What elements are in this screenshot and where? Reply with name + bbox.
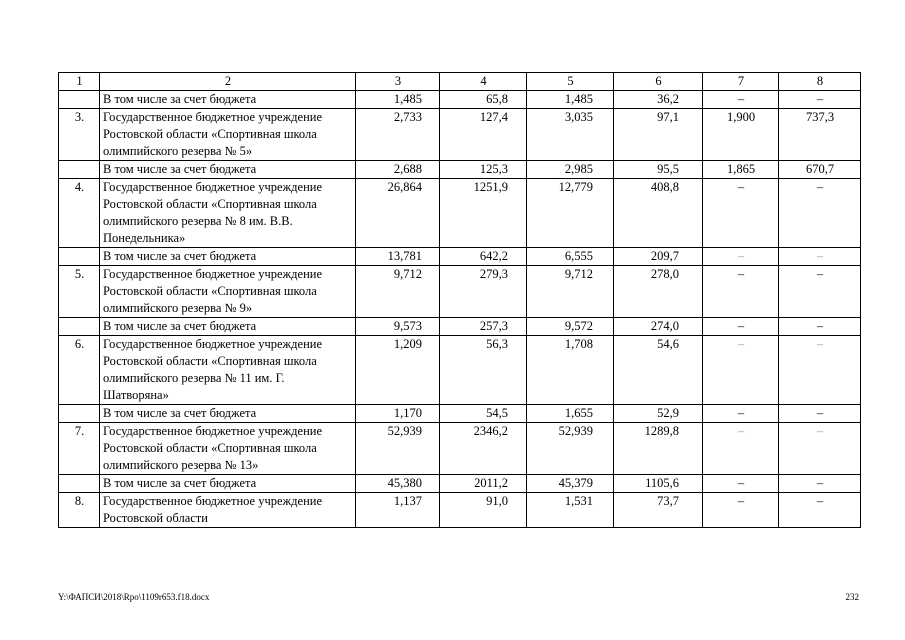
table-row-budget xyxy=(59,318,861,336)
value-col-7: – xyxy=(703,493,779,528)
value-col-3: 1,209 xyxy=(356,336,440,405)
value-col-4: 127,4 xyxy=(440,109,527,161)
value-col-4: 54,5 xyxy=(440,405,527,423)
value-col-8: – xyxy=(779,475,861,493)
value-col-8: – xyxy=(779,179,861,248)
row-description: В том числе за счет бюджета xyxy=(100,248,356,266)
row-number: 5. xyxy=(59,266,100,318)
value-col-8: – xyxy=(779,91,861,109)
value-col-5: 1,485 xyxy=(527,91,614,109)
value-col-3: 9,712 xyxy=(356,266,440,318)
header-cell: 1 xyxy=(59,73,100,91)
value-col-3: 13,781 xyxy=(356,248,440,266)
value-col-7: – xyxy=(703,248,779,266)
row-description: Государственное бюджетное учреждение Ростовской области «Спортивная школа олимпийского резерва № 8 им. В.В. Понедельника» xyxy=(100,179,356,248)
value-col-5: 3,035 xyxy=(527,109,614,161)
value-col-4: 279,3 xyxy=(440,266,527,318)
table-row-organization xyxy=(59,336,861,405)
row-number xyxy=(59,318,100,336)
value-col-4: 2346,2 xyxy=(440,423,527,475)
row-description: В том числе за счет бюджета xyxy=(100,318,356,336)
value-col-7: – xyxy=(703,91,779,109)
row-number xyxy=(59,248,100,266)
row-number: 7. xyxy=(59,423,100,475)
header-cell: 7 xyxy=(703,73,779,91)
value-col-6: 97,1 xyxy=(614,109,703,161)
row-number xyxy=(59,405,100,423)
value-col-6: 95,5 xyxy=(614,161,703,179)
value-col-3: 1,485 xyxy=(356,91,440,109)
value-col-6: 52,9 xyxy=(614,405,703,423)
table-row-organization xyxy=(59,179,861,248)
table-row-organization xyxy=(59,109,861,161)
value-col-8: – xyxy=(779,405,861,423)
value-col-5: 2,985 xyxy=(527,161,614,179)
value-col-7: – xyxy=(703,423,779,475)
table-row-organization xyxy=(59,423,861,475)
row-number: 4. xyxy=(59,179,100,248)
value-col-5: 9,572 xyxy=(527,318,614,336)
value-col-4: 642,2 xyxy=(440,248,527,266)
row-description: В том числе за счет бюджета xyxy=(100,91,356,109)
value-col-5: 45,379 xyxy=(527,475,614,493)
header-cell: 4 xyxy=(440,73,527,91)
header-cell: 5 xyxy=(527,73,614,91)
value-col-3: 52,939 xyxy=(356,423,440,475)
value-col-6: 209,7 xyxy=(614,248,703,266)
value-col-7: 1,865 xyxy=(703,161,779,179)
value-col-6: 274,0 xyxy=(614,318,703,336)
row-description: Государственное бюджетное учреждение Ростовской области xyxy=(100,493,356,528)
value-col-4: 91,0 xyxy=(440,493,527,528)
header-cell: 2 xyxy=(100,73,356,91)
row-number: 8. xyxy=(59,493,100,528)
value-col-3: 1,170 xyxy=(356,405,440,423)
value-col-6: 54,6 xyxy=(614,336,703,405)
value-col-8: – xyxy=(779,423,861,475)
value-col-3: 1,137 xyxy=(356,493,440,528)
value-col-5: 9,712 xyxy=(527,266,614,318)
data-table xyxy=(58,72,861,528)
value-col-7: – xyxy=(703,405,779,423)
value-col-7: – xyxy=(703,318,779,336)
row-description: Государственное бюджетное учреждение Ростовской области «Спортивная школа олимпийского резерва № 5» xyxy=(100,109,356,161)
value-col-7: – xyxy=(703,179,779,248)
table-body xyxy=(59,73,861,528)
row-description: Государственное бюджетное учреждение Ростовской области «Спортивная школа олимпийского резерва № 9» xyxy=(100,266,356,318)
table-row-budget xyxy=(59,248,861,266)
value-col-4: 125,3 xyxy=(440,161,527,179)
footer-file-path: Y:\ФАПСИ\2018\Rpo\1109r653.f18.docx xyxy=(58,592,210,602)
value-col-7: 1,900 xyxy=(703,109,779,161)
value-col-5: 1,655 xyxy=(527,405,614,423)
value-col-5: 52,939 xyxy=(527,423,614,475)
row-description: В том числе за счет бюджета xyxy=(100,475,356,493)
value-col-6: 408,8 xyxy=(614,179,703,248)
value-col-5: 12,779 xyxy=(527,179,614,248)
header-cell: 3 xyxy=(356,73,440,91)
row-number xyxy=(59,161,100,179)
value-col-8: 670,7 xyxy=(779,161,861,179)
value-col-4: 257,3 xyxy=(440,318,527,336)
value-col-5: 6,555 xyxy=(527,248,614,266)
value-col-6: 278,0 xyxy=(614,266,703,318)
value-col-3: 2,733 xyxy=(356,109,440,161)
value-col-7: – xyxy=(703,336,779,405)
table-row-budget xyxy=(59,161,861,179)
value-col-8: – xyxy=(779,266,861,318)
value-col-8: – xyxy=(779,493,861,528)
value-col-5: 1,708 xyxy=(527,336,614,405)
value-col-4: 65,8 xyxy=(440,91,527,109)
value-col-6: 36,2 xyxy=(614,91,703,109)
row-number xyxy=(59,475,100,493)
row-description: В том числе за счет бюджета xyxy=(100,405,356,423)
row-description: Государственное бюджетное учреждение Ростовской области «Спортивная школа олимпийского резерва № 13» xyxy=(100,423,356,475)
page-number: 232 xyxy=(845,592,859,602)
row-description: В том числе за счет бюджета xyxy=(100,161,356,179)
row-number: 3. xyxy=(59,109,100,161)
value-col-3: 9,573 xyxy=(356,318,440,336)
row-description: Государственное бюджетное учреждение Ростовской области «Спортивная школа олимпийского резерва № 11 им. Г. Шатворяна» xyxy=(100,336,356,405)
value-col-4: 56,3 xyxy=(440,336,527,405)
header-cell: 8 xyxy=(779,73,861,91)
value-col-8: 737,3 xyxy=(779,109,861,161)
value-col-6: 1105,6 xyxy=(614,475,703,493)
value-col-8: – xyxy=(779,336,861,405)
value-col-4: 1251,9 xyxy=(440,179,527,248)
value-col-8: – xyxy=(779,248,861,266)
value-col-8: – xyxy=(779,318,861,336)
row-number xyxy=(59,91,100,109)
value-col-3: 2,688 xyxy=(356,161,440,179)
value-col-7: – xyxy=(703,475,779,493)
value-col-7: – xyxy=(703,266,779,318)
value-col-3: 26,864 xyxy=(356,179,440,248)
value-col-6: 1289,8 xyxy=(614,423,703,475)
value-col-5: 1,531 xyxy=(527,493,614,528)
value-col-4: 2011,2 xyxy=(440,475,527,493)
table-header-row xyxy=(59,73,861,91)
table-row-budget xyxy=(59,405,861,423)
value-col-6: 73,7 xyxy=(614,493,703,528)
table-row-organization xyxy=(59,493,861,528)
header-cell: 6 xyxy=(614,73,703,91)
row-number: 6. xyxy=(59,336,100,405)
table-row-organization xyxy=(59,266,861,318)
value-col-3: 45,380 xyxy=(356,475,440,493)
table-row-budget xyxy=(59,475,861,493)
table-row-budget xyxy=(59,91,861,109)
